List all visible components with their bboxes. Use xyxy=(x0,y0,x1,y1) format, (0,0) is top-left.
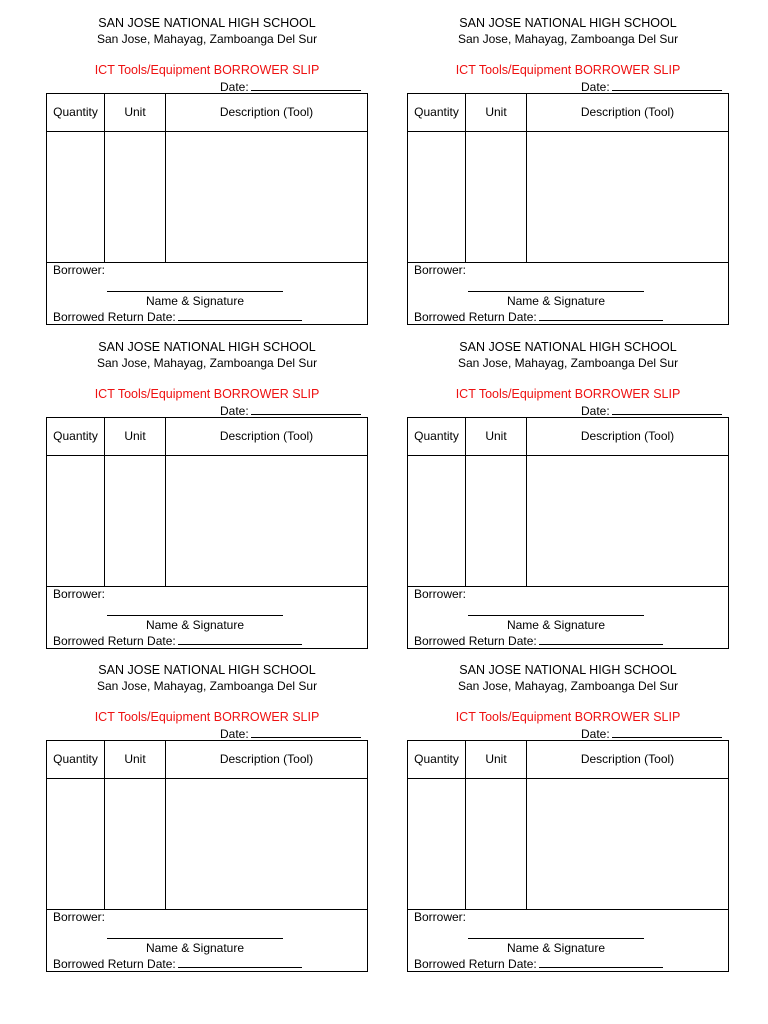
date-row xyxy=(581,403,722,418)
slip-table xyxy=(46,740,368,972)
borrower-slip-middle-left xyxy=(46,324,368,648)
column-header-description: Description (Tool) xyxy=(219,752,314,766)
date-label: Date: xyxy=(581,80,610,94)
signature-line[interactable] xyxy=(107,938,283,939)
school-name: SAN JOSE NATIONAL HIGH SCHOOL xyxy=(98,663,316,677)
column-header-unit: Unit xyxy=(124,752,146,766)
date-blank-line[interactable] xyxy=(251,403,361,415)
signature-caption: Name & Signature xyxy=(145,941,245,955)
slip-title: ICT Tools/Equipment BORROWER SLIP xyxy=(455,63,681,77)
date-row xyxy=(220,403,361,418)
header-divider xyxy=(408,778,728,779)
signature-caption: Name & Signature xyxy=(145,294,245,308)
date-blank-line[interactable] xyxy=(612,726,722,738)
slip-title: ICT Tools/Equipment BORROWER SLIP xyxy=(94,710,320,724)
signature-line[interactable] xyxy=(468,938,644,939)
column-header-description: Description (Tool) xyxy=(219,105,314,119)
column-header-description: Description (Tool) xyxy=(580,429,675,443)
column-header-quantity: Quantity xyxy=(53,752,98,766)
borrower-label: Borrower: xyxy=(53,910,106,924)
date-label: Date: xyxy=(220,404,249,418)
school-address: San Jose, Mahayag, Zamboanga Del Sur xyxy=(457,32,679,46)
signature-caption: Name & Signature xyxy=(506,294,606,308)
school-address: San Jose, Mahayag, Zamboanga Del Sur xyxy=(96,32,318,46)
signature-line[interactable] xyxy=(468,615,644,616)
date-row xyxy=(220,79,361,94)
signature-line[interactable] xyxy=(107,615,283,616)
return-date-label: Borrowed Return Date: xyxy=(414,634,537,648)
header-divider xyxy=(408,455,728,456)
slip-table xyxy=(46,93,368,325)
school-name: SAN JOSE NATIONAL HIGH SCHOOL xyxy=(459,340,677,354)
return-date-label: Borrowed Return Date: xyxy=(53,310,176,324)
return-date-row xyxy=(53,956,302,972)
return-date-row xyxy=(53,309,302,325)
borrower-label: Borrower: xyxy=(53,587,106,601)
borrower-label: Borrower: xyxy=(414,587,467,601)
header-divider xyxy=(47,455,367,456)
school-address: San Jose, Mahayag, Zamboanga Del Sur xyxy=(457,679,679,693)
return-date-blank-line[interactable] xyxy=(178,633,302,645)
date-blank-line[interactable] xyxy=(251,726,361,738)
date-row xyxy=(581,79,722,94)
column-header-unit: Unit xyxy=(485,752,507,766)
return-date-label: Borrowed Return Date: xyxy=(53,634,176,648)
slip-table xyxy=(407,740,729,972)
signature-line[interactable] xyxy=(107,291,283,292)
header-divider xyxy=(47,131,367,132)
school-address: San Jose, Mahayag, Zamboanga Del Sur xyxy=(96,356,318,370)
borrower-label: Borrower: xyxy=(53,263,106,277)
signature-caption: Name & Signature xyxy=(145,618,245,632)
return-date-blank-line[interactable] xyxy=(539,309,663,321)
slip-title: ICT Tools/Equipment BORROWER SLIP xyxy=(94,63,320,77)
signature-caption: Name & Signature xyxy=(506,941,606,955)
borrower-slip-top-right xyxy=(407,0,729,324)
slip-title: ICT Tools/Equipment BORROWER SLIP xyxy=(455,387,681,401)
column-header-unit: Unit xyxy=(485,429,507,443)
slip-table xyxy=(407,93,729,325)
borrower-label: Borrower: xyxy=(414,263,467,277)
column-header-quantity: Quantity xyxy=(414,752,459,766)
column-header-quantity: Quantity xyxy=(53,429,98,443)
return-date-row xyxy=(414,309,663,325)
column-header-description: Description (Tool) xyxy=(580,105,675,119)
date-row xyxy=(220,726,361,741)
borrower-slip-bottom-right xyxy=(407,647,729,971)
return-date-blank-line[interactable] xyxy=(178,956,302,968)
school-name: SAN JOSE NATIONAL HIGH SCHOOL xyxy=(98,340,316,354)
return-date-label: Borrowed Return Date: xyxy=(414,957,537,971)
header-divider xyxy=(408,131,728,132)
borrower-slip-middle-right xyxy=(407,324,729,648)
return-date-blank-line[interactable] xyxy=(539,633,663,645)
school-address: San Jose, Mahayag, Zamboanga Del Sur xyxy=(457,356,679,370)
return-date-blank-line[interactable] xyxy=(178,309,302,321)
borrower-slip-top-left xyxy=(46,0,368,324)
return-date-label: Borrowed Return Date: xyxy=(414,310,537,324)
column-header-unit: Unit xyxy=(485,105,507,119)
return-date-label: Borrowed Return Date: xyxy=(53,957,176,971)
date-row xyxy=(581,726,722,741)
return-date-row xyxy=(414,956,663,972)
date-blank-line[interactable] xyxy=(251,79,361,91)
return-date-blank-line[interactable] xyxy=(539,956,663,968)
date-label: Date: xyxy=(581,727,610,741)
signature-line[interactable] xyxy=(468,291,644,292)
date-blank-line[interactable] xyxy=(612,403,722,415)
slip-title: ICT Tools/Equipment BORROWER SLIP xyxy=(455,710,681,724)
date-label: Date: xyxy=(220,727,249,741)
signature-caption: Name & Signature xyxy=(506,618,606,632)
school-address: San Jose, Mahayag, Zamboanga Del Sur xyxy=(96,679,318,693)
column-header-quantity: Quantity xyxy=(414,105,459,119)
column-header-unit: Unit xyxy=(124,429,146,443)
date-blank-line[interactable] xyxy=(612,79,722,91)
header-divider xyxy=(47,778,367,779)
column-header-description: Description (Tool) xyxy=(580,752,675,766)
date-label: Date: xyxy=(220,80,249,94)
slip-title: ICT Tools/Equipment BORROWER SLIP xyxy=(94,387,320,401)
column-header-quantity: Quantity xyxy=(414,429,459,443)
school-name: SAN JOSE NATIONAL HIGH SCHOOL xyxy=(459,663,677,677)
slip-table xyxy=(46,417,368,649)
borrower-label: Borrower: xyxy=(414,910,467,924)
borrower-slip-bottom-left xyxy=(46,647,368,971)
slip-table xyxy=(407,417,729,649)
school-name: SAN JOSE NATIONAL HIGH SCHOOL xyxy=(98,16,316,30)
column-header-quantity: Quantity xyxy=(53,105,98,119)
column-header-unit: Unit xyxy=(124,105,146,119)
column-header-description: Description (Tool) xyxy=(219,429,314,443)
school-name: SAN JOSE NATIONAL HIGH SCHOOL xyxy=(459,16,677,30)
date-label: Date: xyxy=(581,404,610,418)
